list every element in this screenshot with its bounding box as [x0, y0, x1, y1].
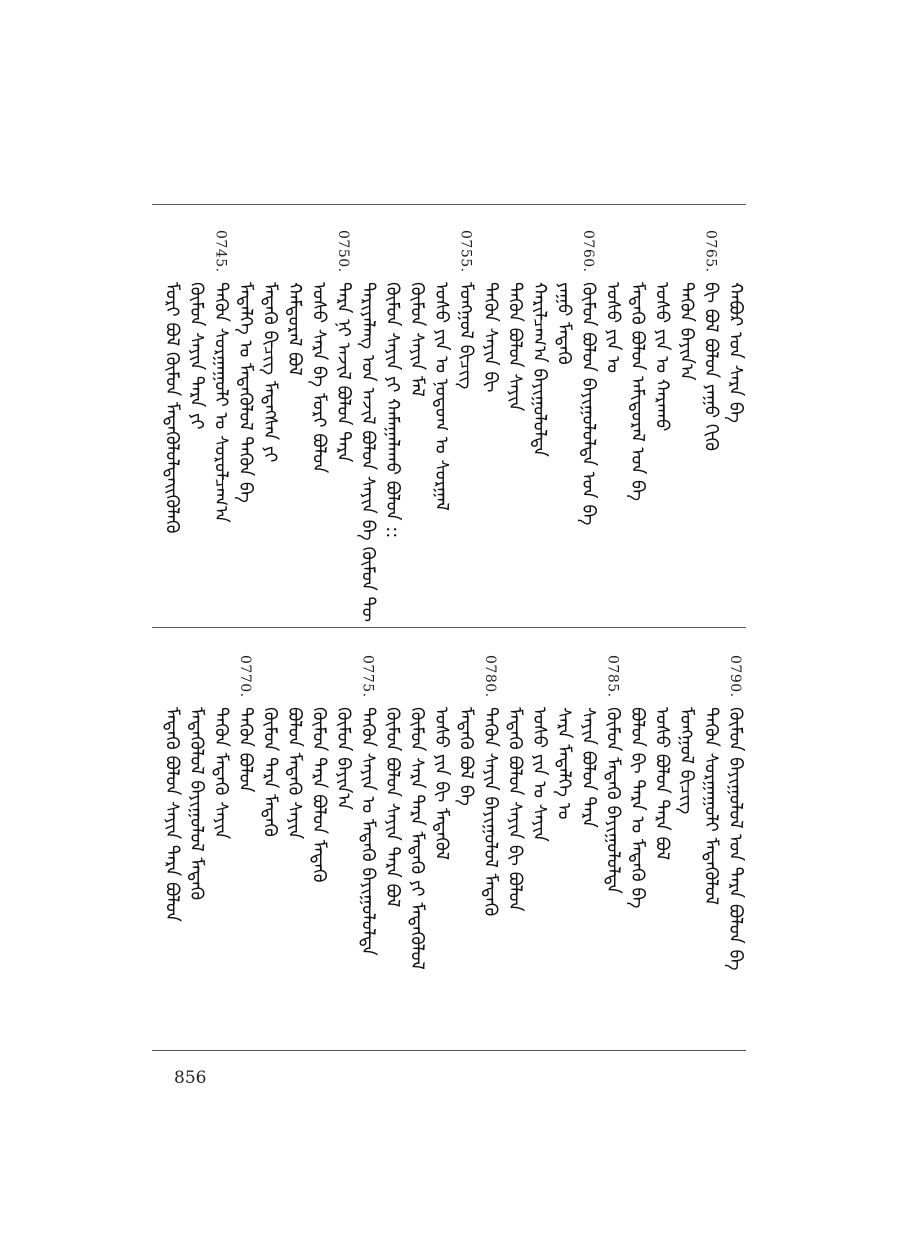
- script-line: ᠬᠦᠮᠦᠨ ᠲᠡᠷᠡ ᠪᠣᠯᠤᠨ ᠮᠡᠳᠡᠬᠦ: [308, 707, 330, 883]
- script-line: ᠬᠦᠮᠦᠨ ᠪᠣᠯᠤᠨ ᠰᠠᠶᠢᠨ ᠲᠡᠷᠡ ᠪᠣᠯ: [382, 707, 403, 908]
- text-column: [553, 230, 575, 615]
- entry-number: 0755.: [457, 230, 474, 273]
- script-line: ᠬᠦᠮᠦᠨ ᠪᠣᠯᠤᠨ ᠪᠠᠶᠢᠭᠤᠯᠤᠯᠲᠠ ᠤᠨ ᠪᠡ: [578, 282, 599, 526]
- script-line: ᠶᠠᠭᠤ ᠮᠡᠳᠡᠬᠦ: [553, 282, 575, 365]
- bottom-rule: [152, 1050, 746, 1051]
- entry-number: 0785.: [604, 655, 621, 698]
- page-number: 856: [174, 1068, 207, 1088]
- text-column: [602, 230, 624, 615]
- script-line: ᠲᠡᠭᠦᠨ ᠪᠠᠶᠢᠨ᠎ᠠ: [676, 282, 697, 381]
- script-line: ᠲᠡᠭᠦᠨ ᠮᠡᠳᠡᠬᠦ ᠰᠠᠶᠢᠨ: [210, 707, 232, 840]
- script-line: ᠮᠡᠳᠡᠭᠦᠯᠦᠯ ᠪᠠᠶᠢᠭᠤᠯᠤᠯ ᠮᠡᠳᠡᠬᠦ: [186, 707, 207, 901]
- script-line: ᠰᠠᠷᠠ ᠮᠡᠳᠡᠯᠭᠡ ᠤ: [553, 707, 575, 820]
- script-line: ᠮᠡᠳᠡᠬᠦ ᠪᠣᠯᠤᠨ ᠰᠠᠶᠢᠨ ᠪᠢ ᠪᠣᠯᠤᠨ: [504, 707, 526, 912]
- entry-number: 0750.: [335, 230, 351, 273]
- script-line: ᠬᠠᠪᠤᠷ ᠤᠨ ᠰᠠᠷᠠ ᠪᠡ: [725, 282, 746, 423]
- script-line: ᠮᠡᠳᠡᠬᠦ ᠪᠣᠯᠤᠨ ᠰᠠᠶᠢᠨ ᠲᠡᠷᠡ ᠪᠣᠯᠤᠨ: [161, 707, 183, 922]
- text-column: [577, 655, 599, 1040]
- text-column: [381, 230, 403, 615]
- script-line: ᠲᠡᠭᠦᠨ ᠰᠠᠶᠢᠨ ᠪᠢ: [480, 282, 501, 393]
- script-line: ᠪᠢ ᠪᠣᠯ ᠪᠣᠯᠤᠨ ᠶᠠᠭᠤ ᠬᠢᠬᠦ: [700, 282, 722, 452]
- script-line: ᠮᠣᠩᠭᠣᠯ ᠪᠢᠴᠢᠭ: [455, 282, 477, 390]
- entry-number: 0745.: [212, 230, 229, 273]
- entry-number: 0765.: [702, 230, 719, 273]
- text-column: [308, 230, 330, 615]
- script-line: ᠲᠡᠷᠡ ᠨᠢ ᠠᠵᠢᠯ ᠪᠣᠯᠤᠨ ᠲᠡᠷᠡ: [333, 282, 354, 463]
- middle-rule: [152, 627, 746, 628]
- script-line: ᠤᠰᠤ ᠶᠢᠨ ᠤ ᠰᠠᠶᠢᠨ: [529, 707, 550, 842]
- text-column: [602, 655, 624, 1040]
- script-line: ᠤᠰᠤ ᠶᠢᠨ ᠤ ᠬᠠᠷᠠᠬᠤ: [651, 282, 673, 432]
- text-column: [259, 655, 281, 1040]
- upper-text-block: [152, 230, 746, 622]
- script-line: ᠬᠦᠮᠦᠨ ᠮᠡᠳᠡᠬᠦ ᠪᠠᠶᠢᠭᠤᠯᠤᠯᠲᠠ: [602, 707, 624, 894]
- script-line: ᠬᠦᠮᠦᠨ ᠪᠠᠶᠢᠨ᠎ᠠ: [333, 707, 354, 811]
- text-column: [455, 230, 477, 615]
- text-column: [479, 655, 501, 1040]
- script-line: ᠮᠣᠩᠭᠣᠯ ᠪᠢᠴᠢᠭ: [676, 707, 697, 815]
- text-column: [626, 230, 648, 615]
- script-line: ᠲᠡᠭᠦᠨ ᠰᠤᠷᠭᠠᠭᠤᠯᠢ ᠤ ᠰᠤᠷᠤᠯᠴᠠᠭ᠎ᠠ: [210, 282, 232, 523]
- text-column: [259, 230, 281, 615]
- text-column: [724, 230, 746, 615]
- text-column: [504, 655, 526, 1040]
- script-line: ᠮᠡᠳᠡᠬᠦ ᠪᠢᠴᠢᠭ ᠮᠡᠳᠡᠭᠰᠡᠨ ᠶᠢ: [259, 282, 281, 463]
- script-line: ᠮᠡᠳᠡᠯᠭᠡ ᠤ ᠮᠡᠳᠡᠭᠦᠯᠦᠯ ᠲᠡᠭᠦᠨ ᠪᠡ: [235, 282, 256, 503]
- text-column: [308, 655, 330, 1040]
- script-line: ᠮᠣᠷᠢ ᠪᠣᠯ ᠬᠦᠮᠦᠨ ᠮᠡᠳᠡᠭᠦᠯᠦᠯᠲᠡᠢᠬᠦᠯᠡᠬᠦ: [161, 282, 183, 534]
- script-line: ᠲᠠᠷᠢᠶᠠᠯᠠᠩ ᠤᠨ ᠠᠵᠢᠯ ᠪᠣᠯᠤᠨ ᠰᠠᠶᠢᠨ ᠪᠠ ᠬᠦᠮᠦᠨ ᠲᠦ: [357, 282, 379, 622]
- text-column: [528, 655, 550, 1040]
- text-column: [234, 230, 256, 615]
- script-line: ᠬᠦᠮᠦᠨ ᠪᠠᠶᠢᠭᠤᠯᠤᠯ ᠤᠨ ᠲᠡᠷᠡ ᠪᠣᠯᠤᠨ ᠪᠡ: [725, 707, 746, 971]
- text-column: [283, 655, 305, 1040]
- text-column: [528, 230, 550, 615]
- script-line: ᠬᠦᠮᠦᠨ ᠲᠡᠷᠡ ᠮᠡᠳᠡᠬᠦ: [259, 707, 281, 837]
- script-line: ᠬᠠᠷᠢᠯᠴᠠᠭ᠎ᠠ ᠪᠠᠶᠢᠭᠤᠯᠤᠯᠲᠠ: [529, 282, 550, 457]
- top-rule: [152, 204, 746, 205]
- text-column: [185, 230, 207, 615]
- script-line: ᠬᠠᠮᠲᠤᠷᠠᠯ ᠪᠣᠯ: [284, 282, 305, 376]
- entry-number: 0760.: [580, 230, 596, 273]
- text-column: [381, 655, 403, 1040]
- text-column: [283, 230, 305, 615]
- text-column: [504, 230, 526, 615]
- entry-number: 0780.: [482, 655, 498, 698]
- text-column: [161, 230, 183, 615]
- script-line: ᠮᠡᠳᠡᠬᠦ ᠪᠣᠯ ᠪᠡ: [455, 707, 477, 806]
- entry-number: 0790.: [727, 655, 743, 698]
- text-column: [210, 230, 232, 615]
- text-column: [357, 230, 379, 622]
- script-line: ᠬᠦᠮᠦᠨ ᠰᠠᠶᠢᠨ ᠮᠠᠯ: [406, 282, 428, 397]
- text-column: [651, 655, 673, 1040]
- text-column: [651, 230, 673, 615]
- script-line: ᠬᠦᠮᠦᠨ ᠰᠠᠶᠢᠨ ᠲᠡᠷᠡ ᠶᠢ: [186, 282, 207, 430]
- text-column: [234, 655, 256, 1040]
- script-line: ᠲᠡᠭᠦᠨ ᠰᠠᠶᠢᠨ ᠤ ᠮᠡᠳᠡᠬᠦ ᠪᠠᠶᠢᠭᠤᠯᠤᠯᠲᠠ: [357, 707, 379, 956]
- script-line: ᠪᠣᠯᠤᠨ ᠮᠡᠳᠡᠬᠦ ᠰᠠᠶᠢᠨ: [284, 707, 305, 840]
- script-line: ᠬᠦᠮᠦᠨ ᠰᠠᠷᠠ ᠲᠡᠷᠡ ᠮᠡᠳᠡᠬᠦ ᠶᠢ ᠮᠡᠳᠡᠭᠦᠯᠦᠯ: [406, 707, 428, 970]
- entry-number: 0775.: [359, 655, 376, 698]
- script-line: ᠲᠡᠭᠦᠨ ᠰᠤᠷᠭᠠᠭᠤᠯᠢ ᠮᠡᠳᠡᠭᠦᠯᠦᠯ: [700, 707, 722, 905]
- script-line: ᠲᠡᠭᠦᠨ ᠪᠣᠯᠤᠨ ᠰᠠᠶᠢᠨ: [504, 282, 526, 412]
- text-column: [210, 655, 232, 1040]
- text-column: [455, 655, 477, 1040]
- text-column: [675, 655, 697, 1040]
- text-column: [185, 655, 207, 1040]
- script-line: ᠤᠰᠤ ᠪᠣᠯᠤᠨ ᠲᠡᠷᠡ ᠪᠣᠯ: [651, 707, 673, 861]
- script-line: ᠤᠰᠤ ᠶᠢᠨ ᠪᠢ ᠮᠡᠳᠡᠭᠦᠯ: [431, 707, 452, 861]
- text-column: [675, 230, 697, 615]
- script-line: ᠤᠰᠤ ᠶᠢᠨ ᠤ ᠨᠤᠲᠤᠭ ᠤ ᠰᠤᠷᠭᠠᠯ: [431, 282, 452, 511]
- text-column: [724, 655, 746, 1040]
- text-column: [577, 230, 599, 615]
- script-line: ᠪᠣᠯᠤᠨ ᠪᠢ ᠲᠡᠷᠡ ᠤ ᠮᠡᠳᠡᠬᠦ ᠪᠡ: [627, 707, 648, 909]
- text-column: [430, 655, 452, 1040]
- text-column: [553, 655, 575, 1040]
- text-column: [700, 230, 722, 615]
- script-line: ᠲᠡᠭᠦᠨ ᠰᠠᠶᠢᠨ ᠪᠠᠶᠢᠭᠤᠯᠤᠯ ᠮᠡᠳᠡᠬᠦ: [480, 707, 501, 917]
- script-line: ᠲᠡᠭᠦᠨ ᠪᠣᠯᠤᠨ: [235, 707, 256, 793]
- entry-number: 0770.: [237, 655, 253, 698]
- text-column: [406, 655, 428, 1040]
- text-column: [626, 655, 648, 1040]
- text-column: [357, 655, 379, 1040]
- text-column: [479, 230, 501, 615]
- lower-text-block: [152, 655, 746, 1040]
- text-column: [332, 230, 354, 615]
- text-column: [161, 655, 183, 1040]
- text-column: [332, 655, 354, 1040]
- text-column: [430, 230, 452, 615]
- script-line: ᠮᠡᠳᠡᠬᠦ ᠪᠣᠯᠤᠨ ᠠᠮᠢᠳᠤᠷᠠᠯ ᠤᠨ ᠪᠡ: [627, 282, 648, 502]
- text-column: [700, 655, 722, 1040]
- text-column: [406, 230, 428, 615]
- script-line: ᠤᠰᠤ ᠰᠠᠷᠠ ᠪᠡ ᠮᠣᠷᠢ ᠪᠣᠯᠤᠨ: [308, 282, 330, 474]
- script-line: ᠬᠦᠮᠦᠨ ᠰᠠᠶᠢᠨ ᠶᠢ ᠬᠠᠮᠠᠭᠠᠯᠠᠬᠤ ᠪᠣᠯᠤᠨ ::: [382, 282, 403, 539]
- script-line: ᠤᠰᠤ ᠶᠢᠨ ᠤ: [602, 282, 624, 374]
- script-line: ᠰᠠᠶᠢᠨ ᠪᠣᠯᠤᠨ ᠲᠡᠷᠡ: [578, 707, 599, 828]
